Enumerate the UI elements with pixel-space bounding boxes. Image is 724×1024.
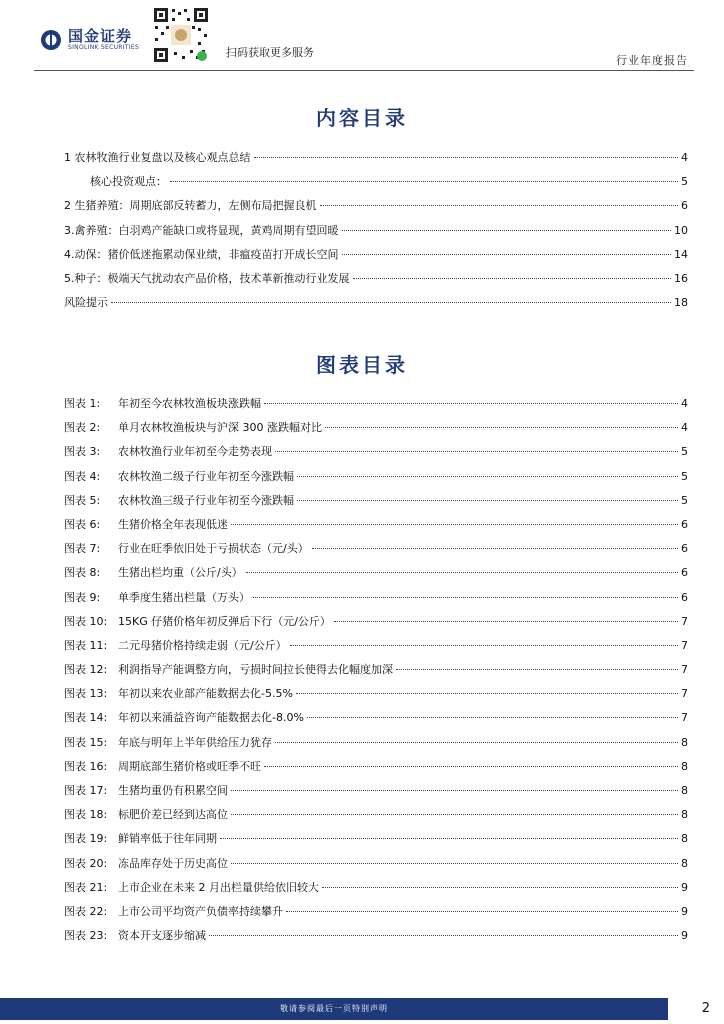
- figure-caption: 二元母猪价格持续走弱（元/公斤）: [118, 638, 287, 652]
- figure-number: 图表 6:: [64, 517, 101, 531]
- page-footer: [0, 994, 724, 1024]
- toc-entry-label: [64, 731, 272, 755]
- figure-number: 图表 1:: [64, 397, 101, 410]
- contents-entry[interactable]: [64, 146, 688, 170]
- toc-entry-page: 10: [674, 223, 688, 237]
- contents-entry[interactable]: [64, 291, 688, 315]
- dot-leader: [322, 887, 678, 888]
- dot-leader: [246, 572, 678, 573]
- figure-entry[interactable]: [64, 561, 688, 585]
- toc-entry-label: [90, 170, 167, 194]
- page-header: [0, 0, 724, 72]
- toc-entry-page: 9: [681, 904, 688, 918]
- dot-leader: [297, 476, 678, 477]
- dot-leader: [111, 302, 671, 303]
- contents-entry-text: 5.种子：极端天气扰动农产品价格，技术革新推动行业发展: [64, 271, 350, 285]
- page-number: 2: [701, 1001, 710, 1016]
- toc-entry-page: 8: [681, 856, 688, 870]
- figure-number: 图表 14:: [64, 711, 108, 725]
- toc-entry-label: [64, 489, 294, 513]
- contents-entry-text: 核心投资观点：: [90, 175, 167, 189]
- figure-number: 图表 22:: [64, 904, 108, 918]
- toc-entry-label: [64, 803, 228, 827]
- figure-number: 图表 21:: [64, 880, 108, 894]
- figure-entry[interactable]: [64, 706, 688, 730]
- report-type-label: 行业年度报告: [616, 54, 688, 67]
- figure-number: 图表 8:: [64, 566, 101, 580]
- dot-leader: [264, 766, 678, 767]
- figure-entry[interactable]: [64, 876, 688, 900]
- figure-entry[interactable]: [64, 803, 688, 827]
- figure-caption: 生猪价格全年表现低迷: [118, 517, 228, 531]
- figure-caption: 上市企业在未来 2 月出栏量供给依旧较大: [118, 880, 319, 894]
- dot-leader: [297, 500, 678, 501]
- figure-caption: 行业在旺季依旧处于亏损状态（元/头）: [118, 542, 309, 556]
- toc-entry-page: 7: [681, 687, 688, 701]
- dot-leader: [334, 621, 678, 622]
- figure-caption: 生猪出栏均重（公斤/头）: [118, 566, 243, 580]
- contents-entry-text: 风险提示: [64, 296, 108, 310]
- figure-number: 图表 12:: [64, 663, 108, 677]
- toc-entry-page: 5: [681, 469, 688, 483]
- figure-number: 图表 9:: [64, 590, 101, 604]
- figure-caption: 年初以来涌益咨询产能数据去化-8.0%: [118, 711, 304, 725]
- figure-entry[interactable]: [64, 392, 688, 416]
- header-divider: [34, 70, 694, 71]
- figure-caption: 单月农林牧渔板块与沪深 300 涨跌幅对比: [118, 421, 322, 435]
- figures-title: 图表目录: [316, 353, 408, 377]
- contents-entry[interactable]: [64, 170, 688, 194]
- toc-entry-page: 5: [681, 493, 688, 507]
- toc-entry-label: [64, 706, 304, 730]
- qr-code-icon: [152, 6, 210, 64]
- contents-title: 内容目录: [316, 106, 408, 130]
- figure-entry[interactable]: [64, 779, 688, 803]
- figure-caption: 冻品库存处于历史高位: [118, 856, 228, 870]
- figure-entry[interactable]: [64, 852, 688, 876]
- figure-number: 图表 20:: [64, 856, 108, 870]
- toc-entry-page: 18: [674, 296, 688, 310]
- toc-entry-label: [64, 243, 339, 267]
- figure-caption: 年底与明年上半年供给压力犹存: [118, 735, 272, 749]
- figure-caption: 农林牧渔三级子行业年初至今涨跌幅: [118, 493, 294, 507]
- toc-entry-label: [64, 291, 108, 315]
- toc-entry-label: [64, 900, 283, 924]
- figure-number: 图表 18:: [64, 808, 108, 822]
- dot-leader: [275, 451, 678, 452]
- figure-caption: 生猪均重仍有积累空间: [118, 784, 228, 797]
- contents-entry[interactable]: [64, 243, 688, 267]
- dot-leader: [231, 790, 678, 791]
- dot-leader: [342, 254, 672, 255]
- figure-caption: 单季度生猪出栏量（万头）: [118, 590, 250, 604]
- toc-entry-page: 5: [681, 175, 688, 189]
- toc-entry-label: [64, 465, 294, 489]
- contents-entry[interactable]: [64, 219, 688, 243]
- company-logo: [40, 28, 139, 52]
- dot-leader: [253, 597, 678, 598]
- toc-entry-page: 16: [674, 271, 688, 285]
- qr-caption: 扫码获取更多服务: [226, 46, 314, 59]
- logo-english-name: SINOLINK SECURITIES: [68, 44, 140, 51]
- figure-caption: 利润指导产能调整方向，亏损时间拉长使得去化幅度加深: [118, 663, 393, 677]
- figure-entry[interactable]: [64, 416, 688, 440]
- figure-number: 图表 11:: [64, 638, 108, 652]
- dot-leader: [396, 669, 678, 670]
- figure-number: 图表 2:: [64, 421, 101, 435]
- contents-entry-text: 1 农林牧渔行业复盘以及核心观点总结: [64, 151, 251, 164]
- dot-leader: [312, 548, 678, 549]
- toc-entry-label: [64, 610, 331, 634]
- dot-leader: [353, 278, 672, 279]
- toc-entry-page: 8: [681, 784, 688, 797]
- figure-number: 图表 5:: [64, 493, 101, 507]
- figure-number: 图表 7:: [64, 542, 101, 556]
- toc-entry-label: [64, 852, 228, 876]
- dot-leader: [170, 181, 678, 182]
- figure-caption: 鲜销率低于往年同期: [118, 832, 217, 846]
- dot-leader: [231, 524, 678, 525]
- toc-entry-label: [64, 513, 228, 537]
- contents-entry-text: 2 生猪养殖：周期底部反转蓄力，左侧布局把握良机: [64, 199, 317, 213]
- contents-list: [64, 146, 688, 315]
- toc-entry-label: [64, 586, 250, 610]
- figure-caption: 周期底部生猪价格或旺季不旺: [118, 759, 261, 773]
- dot-leader: [320, 205, 679, 206]
- figure-entry[interactable]: [64, 610, 688, 634]
- dot-leader: [342, 230, 672, 231]
- dot-leader: [220, 838, 678, 839]
- toc-entry-page: 6: [681, 566, 688, 580]
- figure-number: 图表 3:: [64, 445, 101, 459]
- toc-entry-page: 8: [681, 759, 688, 773]
- toc-entry-page: 6: [681, 517, 688, 531]
- figure-entry[interactable]: [64, 924, 688, 948]
- dot-leader: [231, 863, 678, 864]
- figure-caption: 年初至今农林牧渔板块涨跌幅: [118, 397, 261, 410]
- dot-leader: [264, 403, 678, 404]
- toc-entry-page: 8: [681, 808, 688, 822]
- toc-entry-page: 8: [681, 735, 688, 749]
- toc-entry-label: [64, 682, 293, 706]
- sinolink-logo-icon: [40, 29, 62, 51]
- dot-leader: [254, 157, 679, 158]
- toc-entry-page: 6: [681, 590, 688, 604]
- toc-entry-page: 4: [681, 151, 688, 164]
- toc-entry-page: 7: [681, 614, 688, 628]
- toc-entry-label: [64, 219, 339, 243]
- toc-entry-label: [64, 634, 287, 658]
- toc-entry-page: 8: [681, 832, 688, 846]
- toc-entry-page: 9: [681, 929, 688, 943]
- toc-entry-label: [64, 658, 393, 682]
- dot-leader: [325, 427, 678, 428]
- toc-entry-label: [64, 561, 243, 585]
- toc-entry-label: [64, 267, 350, 291]
- figure-entry[interactable]: [64, 440, 688, 464]
- figure-entry[interactable]: [64, 634, 688, 658]
- figure-entry[interactable]: [64, 731, 688, 755]
- figure-number: 图表 15:: [64, 735, 108, 749]
- figure-entry[interactable]: [64, 513, 688, 537]
- dot-leader: [286, 911, 678, 912]
- figure-number: 图表 17:: [64, 784, 108, 797]
- figure-entry[interactable]: [64, 900, 688, 924]
- toc-entry-page: 7: [681, 711, 688, 725]
- toc-entry-label: [64, 924, 206, 948]
- figure-number: 图表 13:: [64, 687, 108, 701]
- toc-entry-label: [64, 194, 317, 218]
- figure-caption: 资本开支逐步缩减: [118, 929, 206, 943]
- figure-entry[interactable]: [64, 682, 688, 706]
- dot-leader: [307, 717, 678, 718]
- toc-entry-label: [64, 416, 322, 440]
- figure-number: 图表 23:: [64, 929, 108, 943]
- figure-entry[interactable]: [64, 489, 688, 513]
- dot-leader: [296, 693, 678, 694]
- toc-entry-label: [64, 779, 228, 803]
- figure-entry[interactable]: [64, 755, 688, 779]
- contents-entry[interactable]: [64, 267, 688, 291]
- dot-leader: [290, 645, 678, 646]
- toc-entry-label: [64, 827, 217, 851]
- figure-caption: 15KG 仔猪价格年初反弹后下行（元/公斤）: [118, 614, 331, 628]
- toc-entry-label: [64, 440, 272, 464]
- footer-disclaimer: 敬请参阅最后一页特别声明: [280, 1004, 388, 1013]
- figure-caption: 上市公司平均资产负债率持续攀升: [118, 904, 283, 918]
- dot-leader: [209, 935, 678, 936]
- toc-entry-label: [64, 146, 251, 170]
- figure-entry[interactable]: [64, 658, 688, 682]
- dot-leader: [231, 814, 678, 815]
- toc-entry-page: 6: [681, 199, 688, 213]
- figure-number: 图表 4:: [64, 469, 101, 483]
- figure-caption: 标肥价差已经到达高位: [118, 808, 228, 822]
- toc-entry-page: 6: [681, 542, 688, 556]
- contents-entry[interactable]: [64, 194, 688, 218]
- toc-entry-page: 7: [681, 638, 688, 652]
- figure-number: 图表 19:: [64, 832, 108, 846]
- contents-entry-text: 3.禽养殖：白羽鸡产能缺口或将显现，黄鸡周期有望回暖: [64, 223, 339, 237]
- contents-entry-text: 4.动保：猪价低迷拖累动保业绩，非瘟疫苗打开成长空间: [64, 247, 339, 261]
- toc-entry-page: 9: [681, 880, 688, 894]
- toc-entry-page: 14: [674, 247, 688, 261]
- figure-caption: 农林牧渔行业年初至今走势表现: [118, 445, 272, 459]
- figures-list: [64, 392, 688, 948]
- figure-entry[interactable]: [64, 827, 688, 851]
- toc-entry-label: [64, 755, 261, 779]
- figure-caption: 年初以来农业部产能数据去化-5.5%: [118, 687, 293, 701]
- toc-entry-page: 4: [681, 421, 688, 435]
- toc-entry-label: [64, 537, 309, 561]
- logo-chinese-name: 国金证券: [68, 27, 133, 45]
- toc-entry-label: [64, 392, 261, 416]
- figure-number: 图表 16:: [64, 759, 108, 773]
- toc-entry-page: 7: [681, 663, 688, 677]
- toc-entry-label: [64, 876, 319, 900]
- figure-entry[interactable]: [64, 465, 688, 489]
- figure-number: 图表 10:: [64, 614, 108, 628]
- figure-entry[interactable]: [64, 537, 688, 561]
- figure-entry[interactable]: [64, 586, 688, 610]
- figure-caption: 农林牧渔二级子行业年初至今涨跌幅: [118, 469, 294, 483]
- dot-leader: [275, 742, 678, 743]
- toc-entry-page: 5: [681, 445, 688, 459]
- toc-entry-page: 4: [681, 397, 688, 410]
